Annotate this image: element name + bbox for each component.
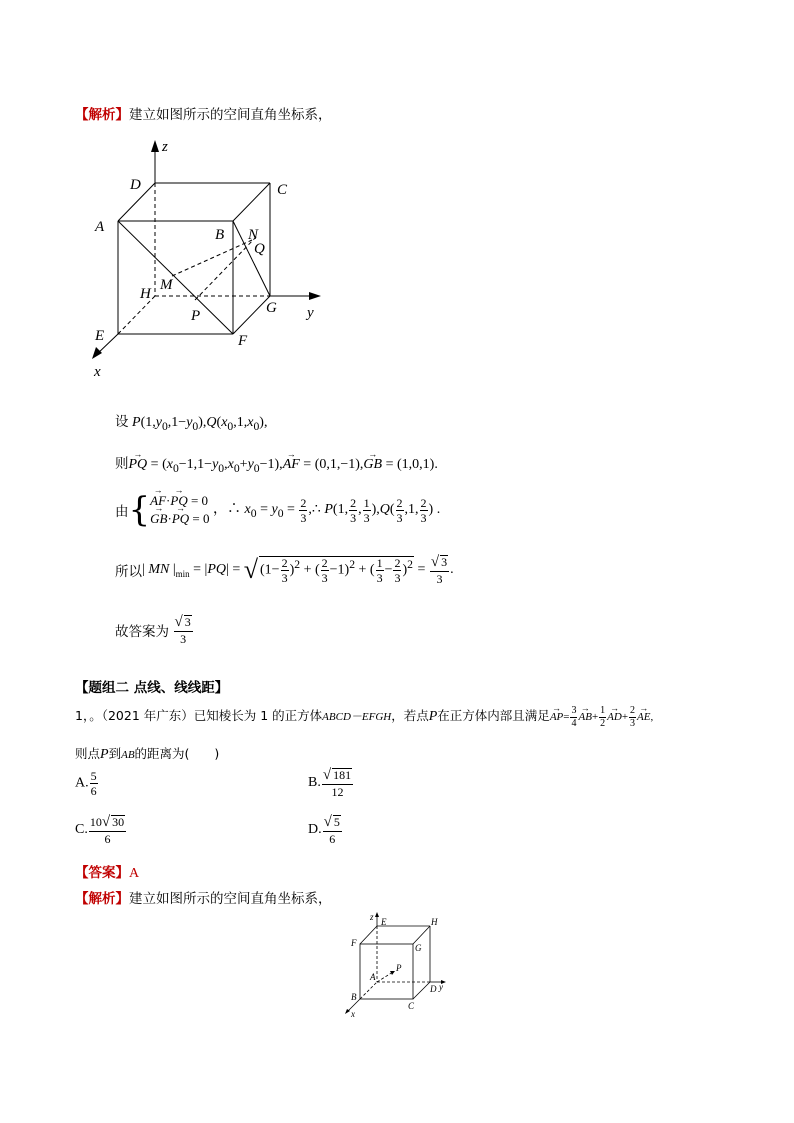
formula-vectors: 则→ PQ = $(x_0-1,1-y_0,x_0+y_0-1),\to$ AF = (0,1,−1),→ GB = (1,0,1). (115, 452, 438, 475)
point-P-label: P (191, 308, 201, 324)
then-prefix: 则 (115, 456, 129, 472)
point-N-label: N (248, 227, 259, 243)
fig2-D-label: D (430, 984, 437, 994)
answer-line-1: 故答案为 $\frac{√ 3}{3}$ (115, 614, 191, 646)
vertex-A-label: A (95, 219, 105, 235)
fig2-P-label: P (396, 963, 402, 973)
question-line-2: 则点P到AB的距离为( ) (75, 746, 220, 762)
option-D-label: D. (308, 822, 322, 838)
fig2-B-label: B (351, 992, 357, 1002)
option-A[interactable] (75, 770, 99, 797)
option-C-num: 30 (112, 815, 125, 829)
option-B-num: 181 (333, 768, 352, 782)
by-prefix: 由 (115, 504, 129, 520)
option-B-den: 12 (331, 785, 344, 799)
set-prefix: 设 (115, 414, 129, 430)
point-name-2: P (100, 747, 109, 762)
vertex-H-label: H (140, 286, 151, 302)
fig2-E-label: E (381, 917, 387, 927)
vertex-F-label: F (238, 333, 248, 349)
vertex-G-label: G (266, 300, 277, 316)
point-M-label: M (160, 277, 173, 293)
option-B[interactable]: B. $\frac{√ 181}{12}$ (308, 767, 352, 799)
option-A-num: 5 (90, 769, 97, 783)
option-C[interactable]: C. $\frac{10√ 30}{6}$ (75, 814, 125, 846)
question-number: 1 (75, 708, 83, 724)
group-heading: 【题组二 点线、线线距】 (75, 680, 229, 696)
option-B-label: B. (308, 775, 321, 791)
axis-x-label: x (94, 364, 101, 380)
formula-system: 由{→ AF·→ PQ = 0 → GB·→ PQ = 0 ，∴ $x_0 = y_0$ = $\frac{2}{3}$ ,∴ P(1, $\frac{2}{3}$ , $\frac{1}{3}$ ),Q( $\frac{2}{3}$ ,1, $\frac{2}{3}$ ) . (115, 490, 440, 530)
fig2-A-label: A (370, 972, 376, 982)
option-C-coef: 10 (89, 815, 102, 829)
question-stem-b: ，若点 (391, 708, 429, 724)
point-Q-label: Q (254, 241, 265, 257)
question-line2-c: 的距离为( ) (134, 746, 220, 761)
so-prefix: 所以 (115, 564, 142, 580)
option-D-den: 6 (329, 832, 336, 846)
option-A-den: 6 (90, 784, 97, 798)
option-C-label: C. (75, 822, 88, 838)
fig2-x-label: x (351, 1009, 355, 1019)
option-A-label: A. (75, 775, 89, 791)
vertex-D-label: D (130, 177, 141, 193)
answer-prefix: 故答案为 (115, 624, 169, 640)
question-stem-c: 在正方体内部且满足 (437, 708, 550, 724)
fig2-G-label: G (415, 943, 422, 953)
analysis-tag-2: 【解析】 (75, 891, 129, 907)
fig2-F-label: F (351, 938, 357, 948)
question-line2-b: 到 (108, 746, 122, 761)
point-name: P (428, 709, 438, 725)
analysis-line-2 (75, 887, 332, 907)
option-D-num: 5 (333, 815, 340, 829)
fig2-y-label: y (439, 982, 443, 992)
fig2-z-label: z (370, 912, 374, 922)
cube-name: ABCD－EFGH (322, 711, 392, 724)
cube-figure-2 (340, 908, 452, 1020)
analysis-tag: 【解析】 (75, 107, 129, 123)
formula-min-distance: 所以| MN $|_{min} = |PQ|$ = √ (1− $\frac{2}{3}$ )$^2$ + ( $\frac{2}{3}$ −1)$^2$ + ( $\frac{1}{3}$ − $\frac{2}{3}$ )$^2$ = $\frac{√ 3}{3}$ . (115, 554, 454, 586)
question-stem: 1，。（2021 年广东）已知棱长为 1 的正方体ABCD－EFGH，若点P在正方体内部且满足→ AP= $\frac{3}{4}$ → AB+ $\frac{1}{2}$ → AD+ $\frac{2}{3}$ → AE, (75, 706, 653, 729)
answer-tag: 【答案】 (75, 865, 129, 881)
answer-line (75, 861, 139, 882)
vertex-E-label: E (95, 328, 105, 344)
axis-z-label: z (162, 139, 168, 155)
question-source: （2021 年广东） (101, 708, 194, 724)
answer-value: A (129, 866, 140, 881)
question-stem-a: 已知棱长为 1 的正方体 (193, 708, 323, 724)
fig2-C-label: C (408, 1001, 415, 1011)
analysis-intro-2: 建立如图所示的空间直角坐标系， (129, 891, 332, 907)
axis-y-label: y (307, 305, 314, 321)
question-line2-a: 则点 (75, 746, 101, 761)
option-C-den: 6 (104, 832, 111, 846)
formula-set-points: 设 $P(1,y_0,1-y_0),Q(x_0,1,x_0)$, (115, 414, 268, 433)
cube-figure-1 (80, 130, 340, 385)
fig2-H-label: H (431, 917, 438, 927)
option-D[interactable]: D. $\frac{√ 5}{6}$ (308, 814, 340, 846)
vertex-C-label: C (277, 182, 288, 198)
vertex-B-label: B (215, 227, 225, 243)
analysis-intro: 建立如图所示的空间直角坐标系， (129, 107, 332, 123)
analysis-line (75, 103, 332, 123)
